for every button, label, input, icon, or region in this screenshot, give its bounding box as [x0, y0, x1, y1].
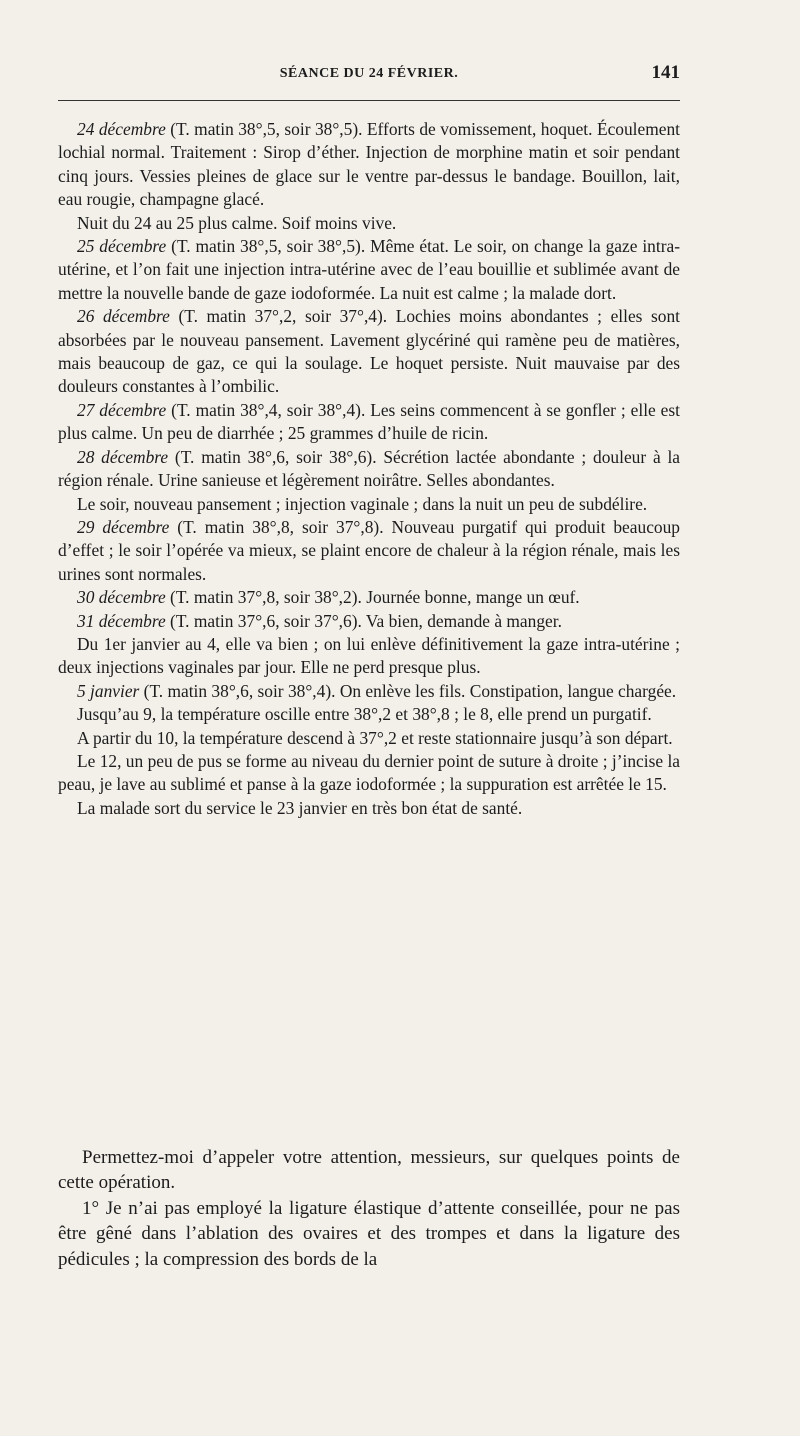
note-paragraph [58, 586, 680, 609]
note-paragraph [58, 235, 680, 305]
note-text: Nuit du 24 au 25 plus calme. Soif moins vive. [77, 212, 397, 233]
note-text: Du 1er janvier au 4, elle va bien ; on lui enlève définitivement la gaze intra-utérine ; deux injections vaginales par jour. Elle ne perd presque plus. [58, 633, 680, 678]
note-paragraph [58, 399, 680, 446]
note-text: La malade sort du service le 23 janvier en très bon état de santé. [77, 797, 523, 818]
note-text: (T. matin 38°,5, soir 38°,5). Même état. Le soir, on change la gaze intra-utérine, et l’on fait une injection intra-utérine avec de l’eau bouillie et sublimée avant de mettre la nouvelle bande de gaze iodoformée. La nuit est calme ; la malade dort. [58, 236, 680, 303]
note-paragraph [58, 610, 680, 633]
page-number: 141 [651, 62, 680, 83]
note-paragraph [58, 118, 680, 212]
note-paragraph [58, 446, 680, 493]
note-paragraph [58, 305, 680, 399]
note-text: (T. matin 37°,8, soir 38°,2). Journée bonne, mange un œuf. [165, 587, 580, 608]
note-date: 30 décembre [77, 587, 166, 608]
note-text: (T. matin 38°,6, soir 38°,4). On enlève les fils. Constipation, langue chargée. [139, 680, 677, 701]
note-paragraph [58, 493, 680, 516]
note-text: Le 12, un peu de pus se forme au niveau du dernier point de suture à droite ; j’incise la peau, je lave au sublimé et panse à la gaze iodoformée ; la suppuration est arrêtée le 15. [58, 750, 680, 795]
note-text: (T. matin 38°,8, soir 37°,8). Nouveau purgatif qui produit beaucoup d’effet ; le soir l’opérée va mieux, se plaint encore de chaleur à la région rénale, mais les urines sont normales. [58, 516, 680, 584]
discussion-text [58, 1145, 680, 1272]
note-date: 25 décembre [77, 236, 167, 257]
note-text: (T. matin 37°,6, soir 37°,6). Va bien, demande à manger. [165, 610, 562, 631]
discussion-paragraph: 1° Je n’ai pas employé la ligature élastique d’attente conseillée, pour ne pas être gêné dans l’ablation des ovaires et des trompes et dans la ligature des pédicules ; la compression des bords de la [58, 1197, 680, 1270]
note-paragraph [58, 633, 680, 680]
note-paragraph [58, 516, 680, 586]
note-date: 5 janvier [77, 680, 140, 701]
note-text: Jusqu’au 9, la température oscille entre 38°,2 et 38°,8 ; le 8, elle prend un purgatif. [77, 704, 652, 725]
note-date: 24 décembre [77, 119, 166, 139]
note-text: Le soir, nouveau pansement ; injection vaginale ; dans la nuit un peu de subdélire. [77, 493, 648, 514]
note-paragraph [58, 750, 680, 797]
note-paragraph [58, 727, 680, 750]
note-date: 26 décembre [77, 306, 170, 327]
discussion-paragraph: Permettez-moi d’appeler votre attention, messieurs, sur quelques points de cette opération. [58, 1147, 680, 1194]
note-paragraph [58, 797, 680, 820]
note-text: (T. matin 38°,5, soir 38°,5). Efforts de vomissement, hoquet. Écoulement lochial normal. Traitement : Sirop d’éther. Injection de morphine matin et soir pendant cinq jours. Vessies pleines de glace sur le ventre par-dessus le bandage. Bouillon, lait, eau rougie, champagne glacé. [58, 119, 680, 210]
note-text: (T. matin 38°,4, soir 38°,4). Les seins commencent à se gonfler ; elle est plus calme. Un peu de diarrhée ; 25 grammes d’huile de ricin. [58, 399, 680, 444]
header-rule [58, 100, 680, 101]
running-title: SÉANCE DU 24 FÉVRIER. [279, 66, 459, 81]
note-paragraph [58, 680, 680, 703]
note-paragraph [58, 212, 680, 235]
note-paragraph [58, 703, 680, 726]
note-text: A partir du 10, la température descend à 37°,2 et reste stationnaire jusqu’à son départ. [77, 727, 673, 748]
clinical-notes [58, 118, 680, 820]
note-text: (T. matin 37°,2, soir 37°,4). Lochies moins abondantes ; elles sont absorbées par le nouveau pansement. Lavement glycériné qui ramène peu de matières, mais beaucoup de gaz, ce qui la soulage. Le hoquet persiste. Nuit mauvaise par des douleurs constantes à l’ombilic. [58, 306, 680, 397]
page-header [58, 62, 680, 86]
note-date: 27 décembre [77, 399, 167, 420]
note-date: 28 décembre [77, 446, 169, 467]
note-text: (T. matin 38°,6, soir 38°,6). Sécrétion lactée abondante ; douleur à la région rénale. Urine sanieuse et légèrement noirâtre. Selles abondantes. [58, 446, 681, 491]
note-date: 31 décembre [77, 610, 166, 631]
note-date: 29 décembre [77, 516, 170, 537]
